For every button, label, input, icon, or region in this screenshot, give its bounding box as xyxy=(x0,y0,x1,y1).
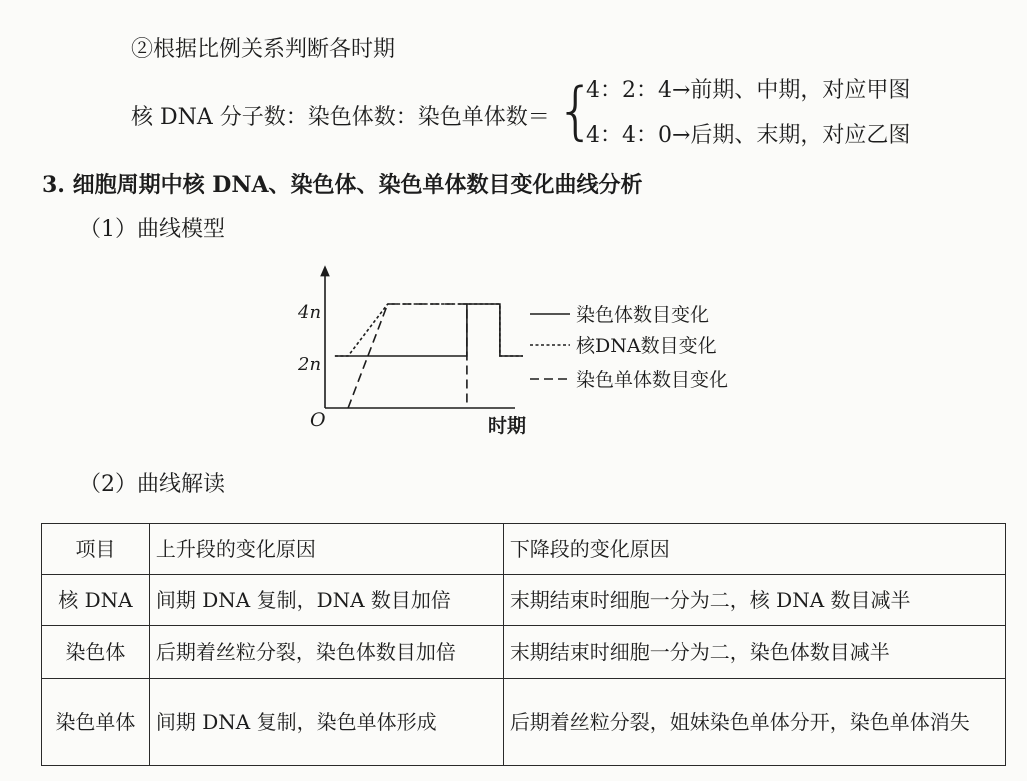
table-header-row xyxy=(42,524,1006,575)
x-axis-label: 时期 xyxy=(488,415,527,437)
table-row xyxy=(42,679,1006,766)
ratio-lhs: 核 DNA 分子数：染色体数：染色单体数＝ xyxy=(131,105,550,130)
legend-label-chromatid: 染色单体数目变化 xyxy=(576,369,729,391)
ratio-case-2: 4：4：0→后期、末期，对应乙图 xyxy=(586,123,911,148)
rise-reason: 间期 DNA 复制，DNA 数目加倍 xyxy=(149,575,503,626)
chromosome-curve xyxy=(335,304,523,356)
curve-chart xyxy=(280,258,780,448)
header-cell-fall: 下降段的变化原因 xyxy=(503,524,1005,575)
table-row xyxy=(42,626,1006,679)
row-label: 染色体 xyxy=(42,626,150,679)
analysis-table xyxy=(41,523,1006,766)
header-cell-item: 项目 xyxy=(42,524,150,575)
row-label: 染色单体 xyxy=(42,679,150,766)
brace-symbol: { xyxy=(556,74,596,147)
origin-label: O xyxy=(310,409,326,431)
ratio-case-1: 4：2：4→前期、中期，对应甲图 xyxy=(586,78,911,103)
legend xyxy=(530,304,728,391)
legend-label-chromosome: 染色体数目变化 xyxy=(576,304,710,326)
dna-curve xyxy=(335,304,523,356)
section-3-title: 3. 细胞周期中核 DNA、染色体、染色单体数目变化曲线分析 xyxy=(42,172,643,198)
fall-reason: 后期着丝粒分裂，姐妹染色单体分开，染色单体消失 xyxy=(503,679,1005,766)
y-tick-2n: 2n xyxy=(298,354,322,375)
fall-reason: 末期结束时细胞一分为二，染色体数目减半 xyxy=(503,626,1005,679)
fall-reason: 末期结束时细胞一分为二，核 DNA 数目减半 xyxy=(503,575,1005,626)
table-row xyxy=(42,575,1006,626)
rise-reason: 间期 DNA 复制，染色单体形成 xyxy=(149,679,503,766)
y-tick-4n: 4n xyxy=(298,302,322,323)
header-cell-rise: 上升段的变化原因 xyxy=(149,524,503,575)
legend-label-dna: 核DNA数目变化 xyxy=(576,335,717,357)
method-heading: ②根据比例关系判断各时期 xyxy=(131,37,396,62)
series-layer xyxy=(335,304,523,408)
row-label: 核 DNA xyxy=(42,575,150,626)
rise-reason: 后期着丝粒分裂，染色体数目加倍 xyxy=(149,626,503,679)
subsection-2-title: （2）曲线解读 xyxy=(79,472,225,497)
subsection-1-title: （1）曲线模型 xyxy=(79,217,225,242)
